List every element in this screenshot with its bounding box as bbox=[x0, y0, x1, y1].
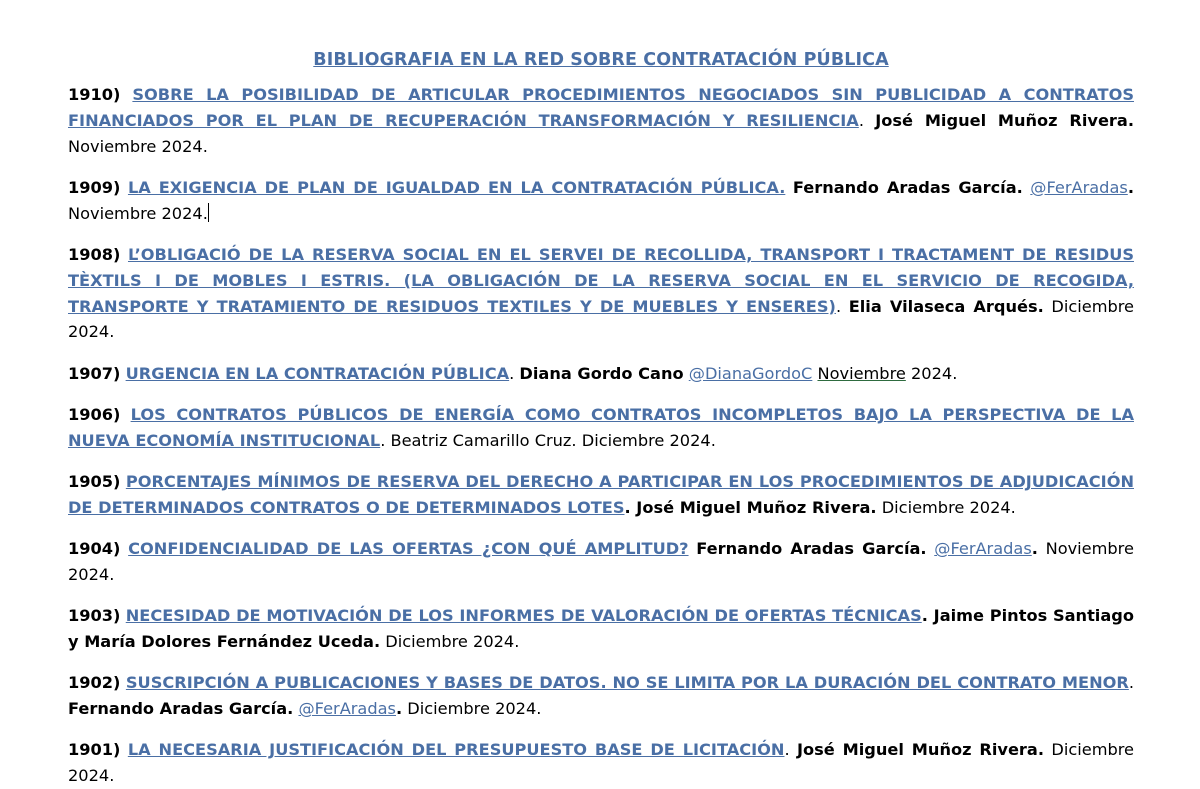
entry-number: 1902) bbox=[68, 673, 121, 693]
article-link[interactable]: LOS CONTRATOS PÚBLICOS DE ENERGÍA COMO CONTRATOS INCOMPLETOS BAJO LA PERSPECTIVA DE LA NUEVA ECONOMÍA INSTITUCIONAL bbox=[68, 404, 1134, 450]
entry-author: José Miguel Muñoz Rivera. bbox=[875, 110, 1134, 130]
entry-date: Diciembre 2024. bbox=[68, 296, 1134, 342]
entry-number: 1910) bbox=[68, 85, 121, 104]
text-cursor bbox=[208, 203, 209, 222]
entry-number: 1908) bbox=[68, 244, 121, 264]
entry-number: 1907) bbox=[68, 363, 121, 383]
bibliography-entry-1903: 1903) NECESIDAD DE MOTIVACIÓN DE LOS INFORMES DE VALORACIÓN DE OFERTAS TÉCNICAS. Jaime Pintos Santiago y María Dolores Fernández Uceda. Diciembre 2024. bbox=[68, 606, 1134, 652]
entry-date-year: 2024. bbox=[911, 363, 958, 383]
entry-date: Diciembre 2024. bbox=[581, 430, 716, 450]
entry-number: 1909) bbox=[68, 177, 121, 197]
article-link[interactable]: LA NECESARIA JUSTIFICACIÓN DEL PRESUPUESTO BASE DE LICITACIÓN bbox=[127, 740, 785, 760]
entry-date: Noviembre 2024. bbox=[68, 203, 208, 223]
bibliography-entry-1904: 1904) CONFIDENCIALIDAD DE LAS OFERTAS ¿CON QUÉ AMPLITUD? Fernando Aradas García. @FerAradas. Noviembre 2024. bbox=[68, 539, 1134, 584]
bibliography-entry-1902: 1902) SUSCRIPCIÓN A PUBLICACIONES Y BASES DE DATOS. NO SE LIMITA POR LA DURACIÓN DEL CONTRATO MENOR. Fernando Aradas García. @FerAradas. Diciembre 2024. bbox=[68, 673, 1134, 719]
entry-author: Fernando Aradas García. bbox=[792, 177, 1023, 197]
bibliography-entry-1901: 1901) LA NECESARIA JUSTIFICACIÓN DEL PRESUPUESTO BASE DE LICITACIÓN. José Miguel Muñoz Rivera. Diciembre 2024. bbox=[68, 740, 1134, 786]
bibliography-entry-1909: 1909) LA EXIGENCIA DE PLAN DE IGUALDAD EN LA CONTRATACIÓN PÚBLICA. Fernando Aradas García. @FerAradas. Noviembre 2024. bbox=[68, 177, 1134, 223]
bibliography-entry-1908: 1908) L’OBLIGACIÓ DE LA RESERVA SOCIAL EN EL SERVEI DE RECOLLIDA, TRANSPORT I TRACTAMENT DE RESIDUS TÈXTILS I DE MOBLES I ESTRIS. (LA OBLIGACIÓN DE LA RESERVA SOCIAL EN EL SERVICIO DE RECOGIDA, TRANSPORTE Y TRATAMIENTO DE RESIDUOS TEXTILES Y DE MUEBLES Y ENSERES). Elia Vilaseca Arqués. Diciembre 2024. bbox=[68, 244, 1134, 342]
entry-date-month: Noviembre bbox=[817, 363, 906, 383]
bibliography-entry-1907: 1907) URGENCIA EN LA CONTRATACIÓN PÚBLICA. Diana Gordo Cano @DianaGordoC Noviembre 2024. bbox=[68, 363, 958, 383]
entry-date: Noviembre 2024. bbox=[68, 539, 1134, 584]
entry-author: Beatriz Camarillo Cruz. bbox=[390, 430, 577, 450]
entry-author: José Miguel Muñoz Rivera. bbox=[636, 497, 877, 517]
author-twitter-link[interactable]: @DianaGordoC bbox=[688, 363, 813, 383]
entry-date: Diciembre 2024. bbox=[881, 497, 1016, 517]
article-link[interactable]: CONFIDENCIALIDAD DE LAS OFERTAS ¿CON QUÉ AMPLITUD? bbox=[128, 539, 689, 559]
entry-number: 1906) bbox=[68, 404, 121, 424]
page-title[interactable]: BIBLIOGRAFIA EN LA RED SOBRE CONTRATACIÓN PÚBLICA bbox=[313, 50, 889, 70]
article-link[interactable]: PORCENTAJES MÍNIMOS DE RESERVA DEL DERECHO A PARTICIPAR EN LOS PROCEDIMIENTOS DE ADJUDICACIÓN DE DETERMINADOS CONTRATOS O DE DETERMINADOS LOTES bbox=[68, 472, 1134, 517]
bibliography-entry-1906: 1906) LOS CONTRATOS PÚBLICOS DE ENERGÍA COMO CONTRATOS INCOMPLETOS BAJO LA PERSPECTIVA DE LA NUEVA ECONOMÍA INSTITUCIONAL. Beatriz Camarillo Cruz. Diciembre 2024. bbox=[68, 404, 1134, 450]
entry-date: Diciembre 2024. bbox=[68, 740, 1134, 786]
article-link[interactable]: NECESIDAD DE MOTIVACIÓN DE LOS INFORMES DE VALORACIÓN DE OFERTAS TÉCNICAS bbox=[125, 606, 922, 626]
entry-number: 1903) bbox=[68, 606, 121, 626]
author-twitter-link[interactable]: @FerAradas bbox=[1030, 177, 1128, 197]
article-link[interactable]: L’OBLIGACIÓ DE LA RESERVA SOCIAL EN EL SERVEI DE RECOLLIDA, TRANSPORT I TRACTAMENT DE RESIDUS TÈXTILS I DE MOBLES I ESTRIS. (LA OBLIGACIÓN DE LA RESERVA SOCIAL EN EL SERVICIO DE RECOGIDA, TRANSPORTE Y TRATAMIENTO DE RESIDUOS TEXTILES Y DE MUEBLES Y ENSERES) bbox=[68, 244, 1134, 316]
entry-author: Fernando Aradas García. bbox=[68, 699, 294, 719]
article-link[interactable]: SUSCRIPCIÓN A PUBLICACIONES Y BASES DE DATOS. NO SE LIMITA POR LA DURACIÓN DEL CONTRATO MENOR bbox=[125, 673, 1129, 693]
bibliography-entry-1905: 1905) PORCENTAJES MÍNIMOS DE RESERVA DEL DERECHO A PARTICIPAR EN LOS PROCEDIMIENTOS DE ADJUDICACIÓN DE DETERMINADOS CONTRATOS O DE DETERMINADOS LOTES. José Miguel Muñoz Rivera. Diciembre 2024. bbox=[68, 472, 1134, 517]
entry-number: 1901) bbox=[68, 740, 121, 760]
author-twitter-link[interactable]: @FerAradas bbox=[298, 699, 396, 719]
author-twitter-link[interactable]: @FerAradas bbox=[934, 539, 1032, 559]
article-link[interactable]: SOBRE LA POSIBILIDAD DE ARTICULAR PROCEDIMIENTOS NEGOCIADOS SIN PUBLICIDAD A CONTRATOS FINANCIADOS POR EL PLAN DE RECUPERACIÓN TRANSFORMACIÓN Y RESILIENCIA bbox=[68, 85, 1134, 130]
bibliography-entry-1910: 1910) SOBRE LA POSIBILIDAD DE ARTICULAR PROCEDIMIENTOS NEGOCIADOS SIN PUBLICIDAD A CONTRATOS FINANCIADOS POR EL PLAN DE RECUPERACIÓN TRANSFORMACIÓN Y RESILIENCIA. José Miguel Muñoz Rivera. Noviembre 2024. bbox=[68, 85, 1134, 156]
entry-author: Fernando Aradas García. bbox=[696, 539, 927, 559]
article-link[interactable]: LA EXIGENCIA DE PLAN DE IGUALDAD EN LA CONTRATACIÓN PÚBLICA. bbox=[127, 177, 786, 197]
entry-number: 1905) bbox=[68, 472, 121, 492]
entry-author: Jaime Pintos Santiago y María Dolores Fernández Uceda. bbox=[68, 606, 1134, 652]
entry-author: José Miguel Muñoz Rivera. bbox=[797, 740, 1044, 760]
entry-date: Diciembre 2024. bbox=[407, 699, 542, 719]
entry-author: Diana Gordo Cano bbox=[519, 363, 684, 383]
entry-author: Elia Vilaseca Arqués. bbox=[848, 296, 1044, 316]
entry-date: Noviembre 2024. bbox=[68, 136, 208, 156]
entry-number: 1904) bbox=[68, 539, 121, 559]
article-link[interactable]: URGENCIA EN LA CONTRATACIÓN PÚBLICA bbox=[125, 363, 510, 383]
entry-date: Diciembre 2024. bbox=[385, 632, 520, 652]
